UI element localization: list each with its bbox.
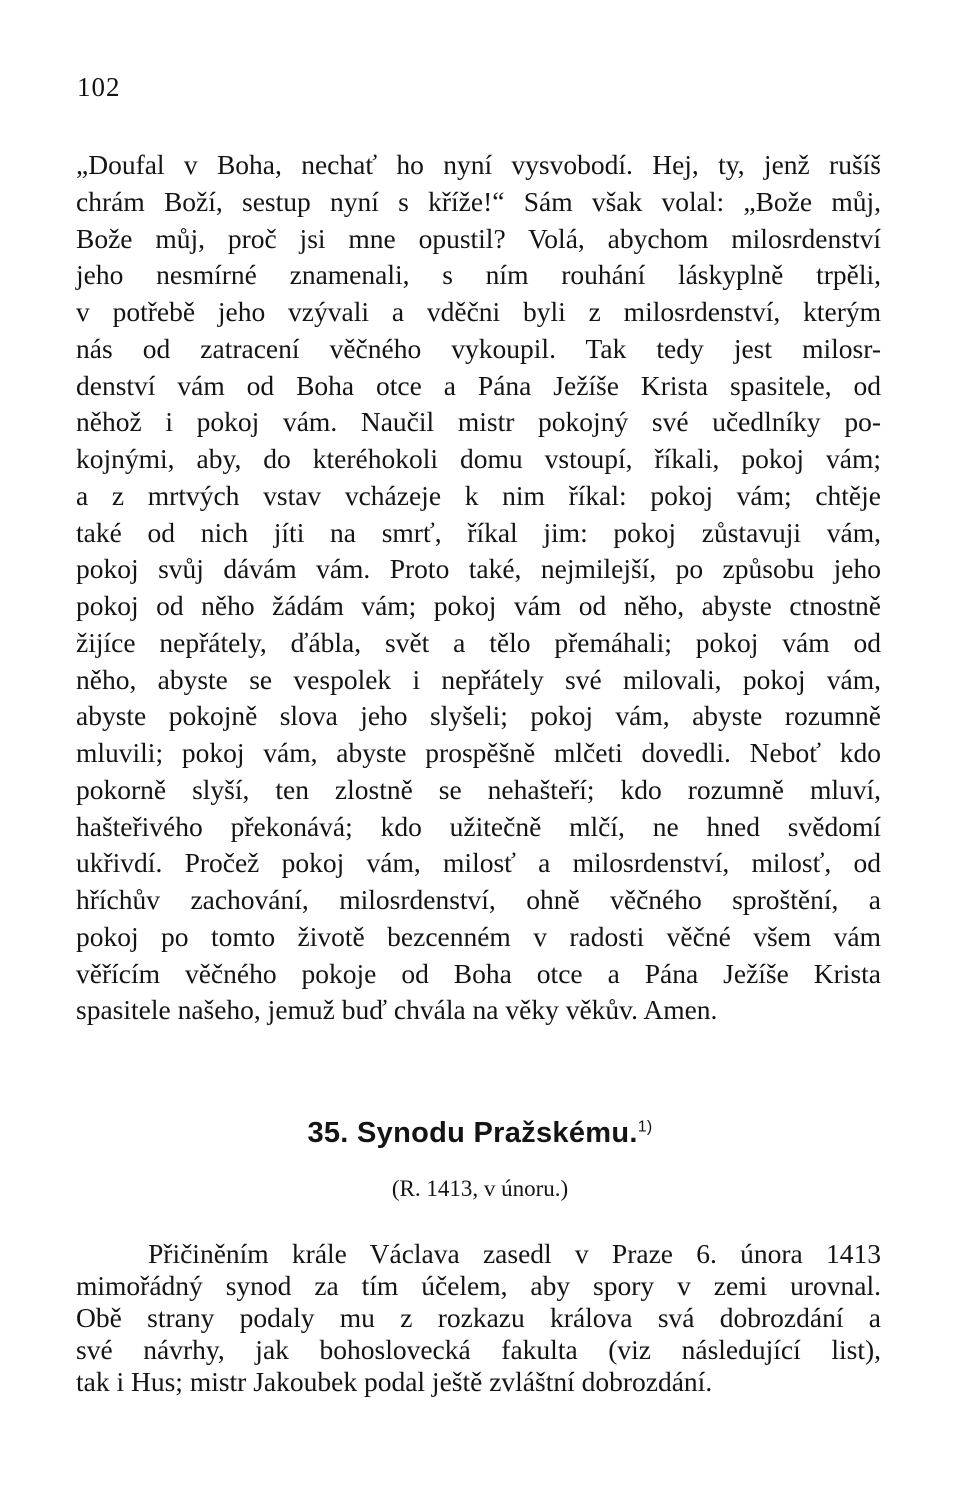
footnote-mark: 1)	[637, 1118, 653, 1136]
text-line: abyste pokojně slova jeho slyšeli; pokoj vám, abyste rozumně	[76, 700, 881, 732]
text-line: mimořádný synod za tím účelem, aby spory v zemi urovnal.	[76, 1270, 881, 1301]
text-line: v potřebě jeho vzývali a vděčni byli z milosrdenství, kterým	[76, 296, 881, 327]
text-line: hašteřivého překonává; kdo užitečně mlčí, ne hned svědomí	[76, 810, 881, 842]
text-line: pokoj svůj dávám vám. Proto také, nejmilejší, po způsobu jeho	[76, 553, 881, 585]
text-line: věřícím věčného pokoje od Boha otce a Pána Ježíše Krista	[76, 957, 881, 989]
letter-body-text	[76, 147, 881, 1029]
text-line: denství vám od Boha otce a Pána Ježíše Krista spasitele, od	[76, 369, 881, 401]
page-number: 102	[77, 72, 121, 102]
text-line: chrám Boží, sestup nyní s kříže!“ Sám však volal: „Bože můj,	[76, 185, 881, 217]
text-line: své návrhy, jak bohoslovecká fakulta (viz následující list),	[76, 1334, 881, 1365]
text-line: tak i Hus; mistr Jakoubek podal ještě zvláštní dobrozdání.	[76, 1366, 713, 1397]
text-line: ukřivdí. Pročež pokoj vám, milosť a milosrdenství, milosť, od	[76, 847, 881, 879]
text-line: Bože můj, proč jsi mne opustil? Volá, abychom milosrdenství	[76, 222, 881, 254]
text-line: hříchův zachování, milosrdenství, ohně věčného sproštění, a	[76, 884, 881, 915]
text-line: pokoj po tomto životě bezcenném v radosti věčné všem vám	[76, 920, 881, 952]
text-line: nás od zatracení věčného vykoupil. Tak tedy jest milosr-	[76, 332, 881, 364]
section-heading	[0, 1117, 960, 1150]
text-line: kojnými, aby, do kteréhokoli domu vstoupí, říkali, pokoj vám;	[76, 443, 881, 474]
text-line: něho, abyste se vespolek i nepřátely své milovali, pokoj vám,	[76, 663, 881, 695]
section-date: (R. 1413, v únoru.)	[391, 1176, 569, 1201]
text-line: Přičiněním krále Václava zasedl v Praze 6. února 1413	[148, 1238, 881, 1269]
section-intro-text	[76, 1238, 881, 1398]
text-line: pokoj od něho žádám vám; pokoj vám od něho, abyste ctnostně	[76, 590, 881, 621]
text-line: také od nich jíti na smrť, říkal jim: pokoj zůstavuji vám,	[76, 516, 881, 548]
text-line: žijíce nepřátely, ďábla, svět a tělo přemáhali; pokoj vám od	[76, 626, 881, 658]
text-line: Obě strany podaly mu z rozkazu králova svá dobrozdání a	[76, 1302, 881, 1333]
text-line: spasitele našeho, jemuž buď chvála na věky věkův. Amen.	[76, 994, 718, 1026]
text-line: a z mrtvých vstav vcházeje k nim říkal: pokoj vám; chtěje	[76, 479, 881, 511]
text-line: „Doufal v Boha, nechať ho nyní vysvobodí. Hej, ty, jenž rušíš	[76, 149, 881, 180]
text-line: mluvili; pokoj vám, abyste prospěšně mlčeti dovedli. Neboť kdo	[76, 737, 881, 768]
text-line: pokorně slyší, ten zlostně se nehašteří; kdo rozumně mluví,	[76, 773, 881, 805]
text-line: něhož i pokoj vám. Naučil mistr pokojný své učedlníky po-	[76, 406, 881, 438]
text-line: jeho nesmírné znamenali, s ním rouhání láskyplně trpěli,	[76, 259, 881, 291]
section-heading-text: 35. Synodu Pražskému.	[307, 1117, 638, 1149]
